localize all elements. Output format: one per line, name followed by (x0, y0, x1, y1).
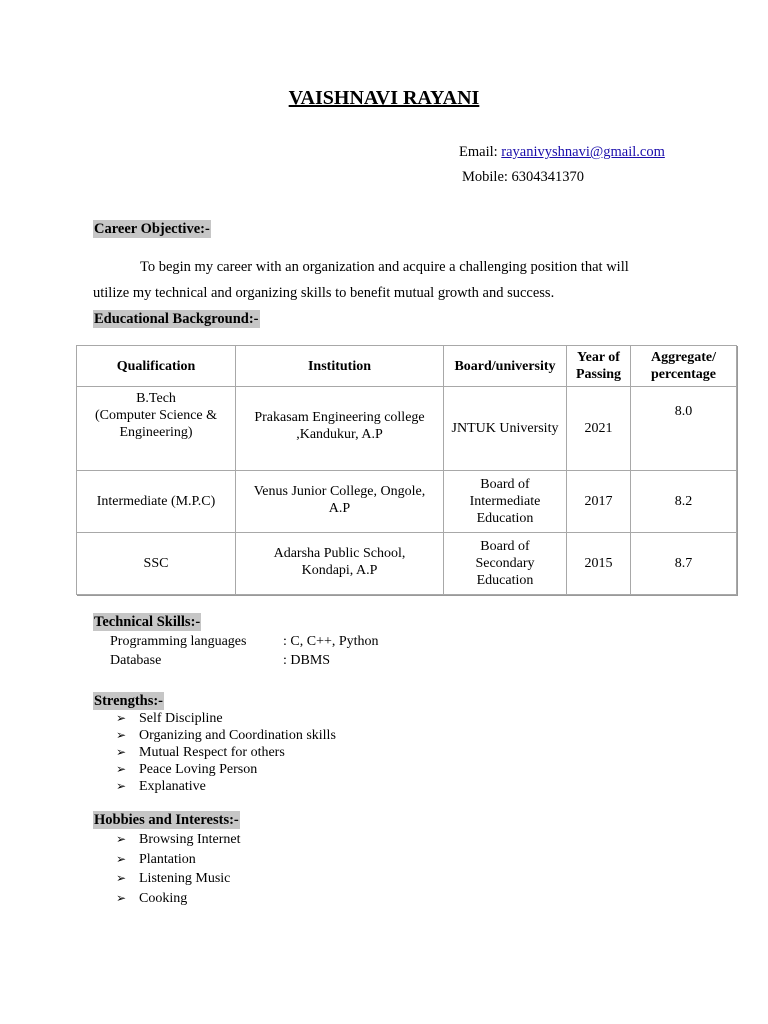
inst-line: Prakasam Engineering college (254, 409, 425, 425)
cell-year: 2017 (567, 471, 631, 533)
arrow-bullet-icon: ➢ (116, 762, 127, 776)
board-line: Education (476, 573, 534, 588)
list-item (116, 727, 336, 744)
board-line: Intermediate (469, 494, 541, 509)
list-item (116, 778, 336, 795)
arrow-bullet-icon: ➢ (116, 745, 127, 759)
list-item-text: Listening Music (139, 871, 231, 886)
board-line: Secondary (475, 556, 535, 571)
table-row (77, 387, 737, 471)
cell-institution (236, 533, 444, 595)
email-label: Email: (459, 144, 502, 160)
list-item-text: Cooking (139, 890, 188, 906)
header-year (567, 346, 631, 387)
inst-line: Kondapi, A.P (301, 562, 378, 578)
header-institution: Institution (236, 346, 444, 387)
cell-board (444, 533, 567, 595)
inst-line: Adarsha Public School, (273, 545, 406, 561)
board-line: Board of (480, 539, 530, 554)
inst-line: Venus Junior College, Ongole, (253, 483, 426, 499)
technical-skills-heading: Technical Skills:- (94, 614, 201, 630)
arrow-bullet-icon: ➢ (116, 779, 127, 793)
education-table (76, 345, 737, 595)
cell-qualification: Intermediate (M.P.C) (77, 471, 236, 533)
list-item (116, 744, 336, 761)
list-item (116, 850, 240, 870)
hobbies-heading: Hobbies and Interests:- (94, 812, 239, 828)
list-item-text: Browsing Internet (139, 832, 241, 847)
board-line: Education (476, 511, 534, 526)
qual-line: Engineering) (119, 425, 193, 440)
inst-line: ,Kandukur, A.P (296, 426, 383, 442)
list-item (116, 869, 240, 889)
cell-aggregate: 8.7 (631, 533, 737, 595)
mobile-line: Mobile: 6304341370 (462, 169, 585, 185)
skill-label: Programming languages (110, 634, 247, 649)
skill-value: : C, C++, Python (283, 634, 379, 649)
arrow-bullet-icon: ➢ (116, 711, 127, 725)
strengths-heading: Strengths:- (94, 693, 164, 709)
cell-board: JNTUK University (444, 387, 567, 471)
header-year-line-2: Passing (575, 367, 622, 382)
career-line-1 (93, 254, 683, 280)
cell-qualification: SSC (77, 533, 236, 595)
list-item-text: Explanative (139, 779, 206, 794)
table-row (77, 471, 737, 533)
table-header-row (77, 346, 737, 387)
cell-board (444, 471, 567, 533)
skill-row-programming (110, 634, 379, 650)
header-board: Board/university (444, 346, 567, 387)
career-line-1-text: To begin my career with an organization and acquire a challenging position that will (140, 259, 629, 275)
arrow-bullet-icon: ➢ (116, 871, 127, 885)
header-qualification: Qualification (77, 346, 236, 387)
skill-label: Database (110, 653, 162, 668)
career-line-2: utilize my technical and organizing skills to benefit mutual growth and success. (93, 285, 555, 301)
cell-aggregate: 8.2 (631, 471, 737, 533)
career-objective-text (93, 254, 683, 306)
skill-row-database (110, 653, 330, 669)
cell-qualification (77, 387, 236, 471)
qual-line: (Computer Science & (94, 408, 218, 423)
cell-institution (236, 471, 444, 533)
inst-line: A.P (328, 500, 351, 516)
list-item-text: Mutual Respect for others (139, 745, 285, 760)
list-item (116, 710, 336, 727)
header-agg-line-2: percentage (650, 367, 717, 382)
board-line: Board of (480, 477, 530, 492)
list-item (116, 830, 240, 850)
hobbies-list (116, 830, 240, 908)
cell-year: 2021 (567, 387, 631, 471)
cell-year: 2015 (567, 533, 631, 595)
arrow-bullet-icon: ➢ (116, 890, 127, 905)
list-item-text: Self Discipline (139, 711, 223, 726)
header-agg-line-1: Aggregate/ (650, 350, 717, 365)
strengths-list (116, 710, 336, 795)
list-item (116, 889, 240, 909)
arrow-bullet-icon: ➢ (116, 851, 127, 866)
table-row (77, 533, 737, 595)
cell-institution (236, 387, 444, 471)
email-line (459, 144, 665, 161)
header-year-line-1: Year of (577, 350, 620, 365)
list-item (116, 761, 336, 778)
career-objective-heading: Career Objective:- (94, 221, 210, 237)
page-title: VAISHNAVI RAYANI (288, 87, 480, 109)
arrow-bullet-icon: ➢ (116, 728, 127, 742)
header-aggregate (631, 346, 737, 387)
arrow-bullet-icon: ➢ (116, 832, 127, 846)
email-link[interactable]: rayanivyshnavi@gmail.com (501, 144, 665, 160)
list-item-text: Plantation (139, 851, 196, 867)
cell-aggregate: 8.0 (631, 387, 737, 471)
list-item-text: Organizing and Coordination skills (139, 728, 336, 743)
skill-value: : DBMS (283, 653, 331, 668)
qual-line: B.Tech (136, 391, 176, 406)
list-item-text: Peace Loving Person (139, 762, 258, 777)
education-heading: Educational Background:- (94, 311, 259, 327)
